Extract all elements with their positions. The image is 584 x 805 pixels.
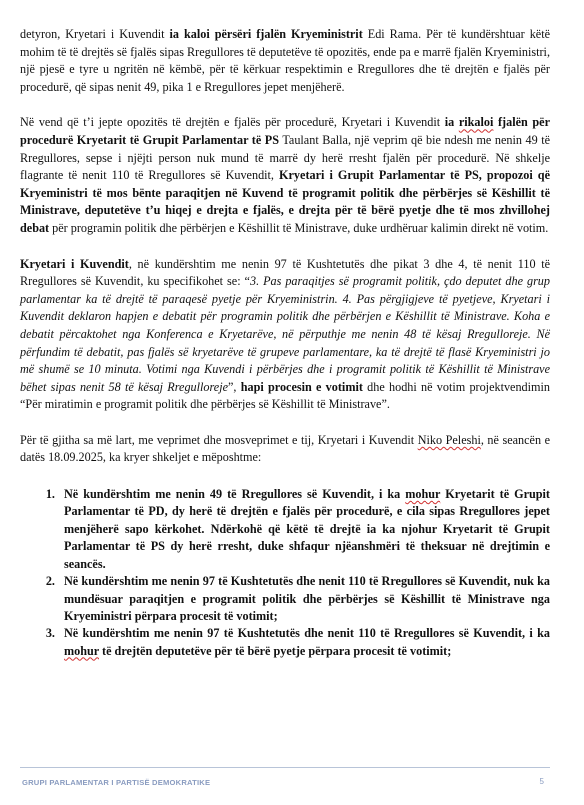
list-item-1-a: Në kundërshtim me nenin 49 të Rregullores së Kuvendit, i ka [64,487,406,502]
p2-text-f: për programin politik dhe përbërjen e Këshillit të Ministrave, duke urdhëruar kalimin direkt në votim. [49,220,549,235]
p1-text-a: detyron, Kryetari i Kuvendit [20,27,170,41]
spacer [20,238,550,256]
p3-quote: 3. Pas paraqitjes së programit politik, çdo deputet dhe grup parlamentar ka të drejtë të paraqesë pyetje për Kryeministrin. 4. Pas përgjigjeve të pyetjeve, Kryetari i Kuvendit deklaron hapjen e debatit për programin politik dhe përbërjen e Këshillit të Ministrave. Koha e debatit përcaktohet nga Konferenca e Kryetarëve, në përputhje me nenin 48 të kësaj Rregulloreje. Në përfundim të debatit, pas fjalës së kryetarëve të grupeve parlamentare, ka të drejtë të flasë Kryeministri jo më shumë se 10 minuta. Votimi nga Kuvendi i përbërjes dhe i programit politik të Këshillit të Ministrave bëhet sipas nenit 58 të kësaj Rregulloreje [20,274,550,394]
p3-text-b: , në kundërshtim me nenin 97 të Kushtetutës dhe pikat 3 dhe 4, të nenit 110 të Rregullores së Kuvendit, ku specifikohet se: “ [20,256,551,289]
p3-text-f: dhe hodhi në votim projektvendimin “Për miratimin e programit politik dhe përbërjes së Këshillit të Ministrave”. [20,379,550,412]
p3-bold-vote: hapi procesin e votimit [240,379,363,394]
list-item [58,573,550,625]
list-item-3-spellcheck: mohur [64,643,99,658]
p1-text-c: Edi Rama. Për të kundërshtuar këtë mohim të të drejtës së fjalës sipas Rregullores të deputetëve të opozitës, ende pa e marrë fjalën Kryeministri, një pjesë e tyre u ngritën në këmbë, për të kërkuar respektimin e Rregullores dhe të drejtën e fjalës për procedurë, që sipas nenit 49, pika 1 e Rregullores jepet menjëherë. [20,27,550,94]
p2-text-d: Taulant Balla, një veprim që bie ndesh me nenin 49 të Rregullores, sepse i njëjti person nuk mund të marrë dy herë rresht fjalën për procedurë. Në shkelje flagrante të nenit 110 të Rregullores së Kuvendit, [20,132,550,183]
list-item [58,486,550,573]
page-number: 5 [539,777,544,786]
p4-text-a: Për të gjitha sa më lart, me veprimet dhe mosveprimet e tij, Kryetari i Kuvendit [20,432,418,447]
p2-bold-c: fjalën për procedurë Kryetarit të Grupit Parlamentar të PS [20,115,550,147]
paragraph-1 [20,26,550,96]
p1-bold: ia kaloi përsëri fjalën Kryeministrit [169,27,363,41]
p4-text-b: , në seancën e datës 18.09.2025, ka kryer shkeljet e mëposhtme: [20,432,551,465]
list-item-1-spellcheck: mohur [405,487,441,502]
p3-bold-subject: Kryetari i Kuvendit [20,256,129,271]
list-item [58,625,550,660]
paragraph-2 [20,114,550,237]
list-item-3-a: Në kundërshtim me nenin 97 të Kushtetutës dhe nenit 110 të Rregullores së Kuvendit, i ka [64,626,550,641]
list-item-3-b: të drejtën deputetëve për të bërë pyetje përpara procesit të votimit; [99,643,452,658]
paragraph-4 [20,432,550,467]
p3-text-d: ”, [228,379,241,394]
spacer [20,467,550,486]
spacer [20,96,550,114]
p2-bold-b: ia [444,115,459,130]
paragraph-3 [20,256,550,414]
p2-text-a: Në vend që t’i jepte opozitës të drejtën e fjalës për procedurë, Kryetari i Kuvendit [20,115,445,130]
list-item-1-b: Kryetarit të Grupit Parlamentar të PD, dy herë të drejtën e fjalës për procedurë, e cila sipas Rregullores jepet menjëherë sapo kërkohet. Ndërkohë që këtë të drejtë ia ka njohur Kryetarit të Grupit Parlamentar të PS dy herë rresht, duke shfaqur njëanshmëri të theksuar në drejtimin e seancës. [64,487,550,571]
document-body [20,26,550,660]
p2-spellcheck-word: rikaloi [458,115,494,130]
p4-spellcheck-name: Niko Peleshi [417,432,481,447]
violations-list [20,486,550,660]
list-item-2: Në kundërshtim me nenin 97 të Kushtetutës dhe nenit 110 të Rregullores së Kuvendit, nuk ka mundësuar paraqitjen e programit politik dhe përbërjes së Këshillit të Ministrave nga Kryeministri përpara procesit të votimit; [64,574,550,623]
footer-divider [20,767,550,768]
p2-bold-2: Kryetari i Grupit Parlamentar të PS, propozoi që Kryeministri të mos bënte paraqitjen në Kuvend të programit politik dhe përbërjes së Këshillit të Ministrave, deputetëve t’u hiqej e drejta e fjalës, e drejta për të bërë pyetje dhe të mos zhvillohej debat [20,168,550,235]
spacer [20,414,550,432]
footer-organization: GRUPI PARLAMENTAR I PARTISË DEMOKRATIKE [22,778,211,787]
